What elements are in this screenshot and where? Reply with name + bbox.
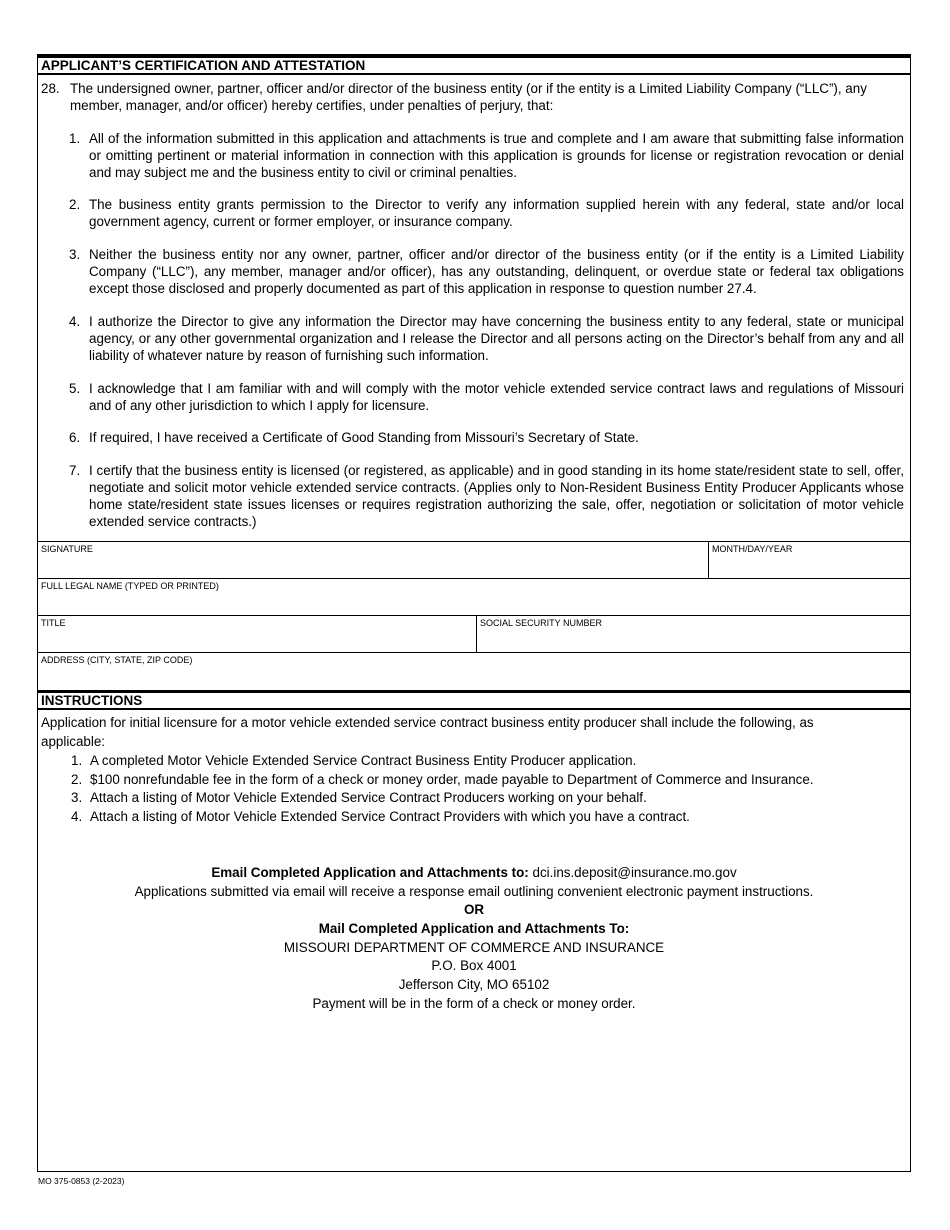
instruction-item-4 [71,808,690,826]
date-field[interactable] [709,541,910,579]
certification-item-4 [69,313,904,364]
address-label: ADDRESS (CITY, STATE, ZIP CODE) [41,655,193,665]
item-text: All of the information submitted in this application and attachments is true and complete and I am aware that submitting false information or omitting pertinent or material information in connection with this application is grounds for license or registration revocation or denial and may subject me and the business entity to civil or criminal penalties. [89,131,904,180]
signature-label: SIGNATURE [41,544,93,554]
certification-item-6 [69,429,904,446]
item-text: Attach a listing of Motor Vehicle Extended Service Contract Producers working on your behalf. [90,790,647,805]
item-text: I acknowledge that I am familiar with and will comply with the motor vehicle extended service contract laws and regulations of Missouri and of any other jurisdiction to which I apply for licensure. [89,381,904,413]
certification-intro-line2: member, manager, and/or officer) hereby certifies, under penalties of perjury, that: [70,98,554,113]
or-separator: OR [463,902,485,917]
date-label: MONTH/DAY/YEAR [712,544,793,554]
item-number: 6. [69,430,81,445]
full-name-label: FULL LEGAL NAME (TYPED OR PRINTED) [41,581,219,591]
mail-organization: MISSOURI DEPARTMENT OF COMMERCE AND INSURANCE [283,940,665,955]
form-number: MO 375-0853 (2-2023) [38,1176,125,1186]
item-number: 5. [69,381,81,396]
item-text: If required, I have received a Certificate of Good Standing from Missouri’s Secretary of State. [89,430,639,445]
certification-item-7 [69,462,904,530]
email-line [38,864,910,882]
email-address[interactable]: dci.ins.deposit@insurance.mo.gov [532,865,737,880]
item-number: 4. [69,314,81,329]
item-number: 3. [71,790,83,805]
item-number: 2. [69,197,81,212]
payment-note: Payment will be in the form of a check or money order. [312,996,636,1011]
item-number: 7. [69,463,81,478]
certification-intro-line1: The undersigned owner, partner, officer and/or director of the business entity (or if the entity is a Limited Liability Company (“LLC”), any [70,81,867,96]
item-number: 4. [71,809,83,824]
instruction-item-2 [71,771,814,789]
item-number: 1. [71,753,83,768]
item-text: I certify that the business entity is licensed (or registered, as applicable) and in good standing in its home state/resident state to sell, offer, negotiate and solicit motor vehicle extended service contracts. (Applies only to Non-Resident Business Entity Producer Applicants whose home state/resident state issues licenses or requires registration authorizing the sale, offer, negotiation or solicitation of motor vehicle extended service contracts.) [89,463,904,529]
certification-item-3 [69,246,904,297]
item-text: Neither the business entity nor any owner, partner, officer and/or director of the business entity (or if the entity is a Limited Liability Company (“LLC”), any member, manager and/or officer), has any outstanding, delinquent, or overdue state or federal tax obligations except those disclosed and properly documented as part of this application in response to question number 27.4. [89,247,904,296]
instructions-intro: Application for initial licensure for a motor vehicle extended service contract business entity producer shall include the following, as applicable: [41,715,814,749]
certification-item-5 [69,380,904,414]
item-number: 1. [69,131,81,146]
instruction-item-1 [71,752,636,770]
email-note: Applications submitted via email will receive a response email outlining convenient electronic payment instructions. [134,884,814,899]
question-number: 28. [41,81,60,96]
form-frame [37,54,911,1172]
address-field[interactable] [38,652,910,690]
certification-heading: APPLICANT’S CERTIFICATION AND ATTESTATION [38,55,910,75]
ssn-field[interactable] [477,615,910,653]
title-label: TITLE [41,618,66,628]
mail-city: Jefferson City, MO 65102 [398,977,550,992]
title-field[interactable] [38,615,476,653]
signature-field[interactable] [38,541,708,579]
item-text: I authorize the Director to give any information the Director may have concerning the business entity to any federal, state or municipal agency, or any other governmental organization and I release the Director and all persons acting on the Director’s behalf from any and all liability of whatever nature by reason of furnishing such information. [89,314,904,363]
item-number: 3. [69,247,81,262]
mail-label: Mail Completed Application and Attachments To: [318,921,630,936]
certification-item-1 [69,130,904,181]
instructions-heading: INSTRUCTIONS [38,690,910,710]
item-text: A completed Motor Vehicle Extended Service Contract Business Entity Producer application. [90,753,637,768]
instruction-item-3 [71,789,647,807]
certification-item-2 [69,196,904,230]
ssn-label: SOCIAL SECURITY NUMBER [480,618,603,628]
full-name-field[interactable] [38,578,910,615]
item-text: $100 nonrefundable fee in the form of a check or money order, made payable to Department of Commerce and Insurance. [90,772,814,787]
item-text: The business entity grants permission to the Director to verify any information supplied herein with any federal, state and/or local government agency, current or former employer, or insurance company. [89,197,904,229]
email-label: Email Completed Application and Attachments to: [211,865,529,880]
item-text: Attach a listing of Motor Vehicle Extended Service Contract Providers with which you have a contract. [90,809,690,824]
item-number: 2. [71,772,83,787]
mail-po-box: P.O. Box 4001 [431,958,517,973]
